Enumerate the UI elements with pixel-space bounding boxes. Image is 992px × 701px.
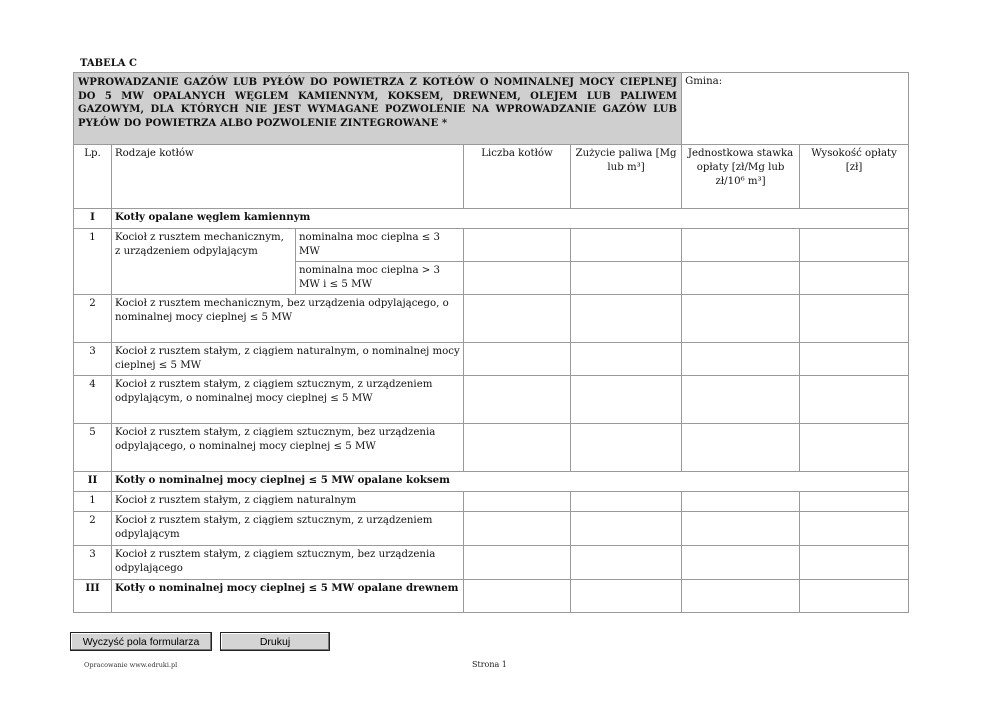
input-zuzycie[interactable]	[571, 492, 682, 512]
input-wysokosc[interactable]	[800, 424, 909, 472]
section-number: III	[74, 580, 112, 613]
input-liczba[interactable]	[464, 376, 571, 424]
input-liczba[interactable]	[464, 229, 571, 262]
input-zuzycie[interactable]	[571, 546, 682, 580]
gmina-field[interactable]	[682, 73, 909, 145]
input-zuzycie[interactable]	[571, 512, 682, 546]
row-desc: Kocioł z rusztem stałym, z ciągiem sztucznym, z urządzeniem odpylającym, o nominalnej mocy cieplnej ≤ 5 MW	[112, 376, 464, 424]
input-zuzycie[interactable]	[571, 295, 682, 343]
row-lp: 5	[74, 424, 112, 472]
input-stawka[interactable]	[682, 376, 800, 424]
input-wysokosc[interactable]	[800, 546, 909, 580]
row-lp: 3	[74, 343, 112, 376]
section-title: Kotły o nominalnej mocy cieplnej ≤ 5 MW opalane drewnem	[112, 580, 464, 613]
clear-form-button[interactable]: Wyczyść pola formularza	[70, 632, 212, 651]
col-wysokosc: Wysokość opłaty [zł]	[800, 145, 909, 209]
input-stawka[interactable]	[682, 262, 800, 295]
col-rodzaje: Rodzaje kotłów	[112, 145, 464, 209]
input-liczba[interactable]	[464, 546, 571, 580]
input-liczba[interactable]	[464, 580, 571, 613]
input-wysokosc[interactable]	[800, 295, 909, 343]
input-wysokosc[interactable]	[800, 262, 909, 295]
print-button[interactable]: Drukuj	[220, 632, 330, 651]
col-zuzycie: Zużycie paliwa [Mg lub m³]	[571, 145, 682, 209]
input-liczba[interactable]	[464, 343, 571, 376]
input-stawka[interactable]	[682, 295, 800, 343]
input-stawka[interactable]	[682, 512, 800, 546]
input-liczba[interactable]	[464, 262, 571, 295]
col-lp: Lp.	[74, 145, 112, 209]
input-zuzycie[interactable]	[571, 343, 682, 376]
input-stawka[interactable]	[682, 343, 800, 376]
row-lp: 1	[74, 492, 112, 512]
input-zuzycie[interactable]	[571, 376, 682, 424]
form-buttons	[70, 632, 330, 651]
input-zuzycie[interactable]	[571, 580, 682, 613]
row-lp: 2	[74, 512, 112, 546]
input-wysokosc[interactable]	[800, 492, 909, 512]
input-zuzycie[interactable]	[571, 262, 682, 295]
input-zuzycie[interactable]	[571, 229, 682, 262]
row-lp: 2	[74, 295, 112, 343]
input-wysokosc[interactable]	[800, 512, 909, 546]
row-desc: Kocioł z rusztem stałym, z ciągiem sztucznym, z urządzeniem odpylającym	[112, 512, 464, 546]
col-liczba: Liczba kotłów	[464, 145, 571, 209]
section-title: Kotły o nominalnej mocy cieplnej ≤ 5 MW opalane koksem	[112, 472, 909, 492]
row-lp: 3	[74, 546, 112, 580]
row-desc: Kocioł z rusztem stałym, z ciągiem sztucznym, bez urządzenia odpylającego, o nominalnej mocy cieplnej ≤ 5 MW	[112, 424, 464, 472]
input-stawka[interactable]	[682, 229, 800, 262]
input-zuzycie[interactable]	[571, 424, 682, 472]
input-wysokosc[interactable]	[800, 343, 909, 376]
row-subdesc: nominalna moc cieplna ≤ 3 MW	[296, 229, 464, 262]
input-stawka[interactable]	[682, 424, 800, 472]
gmina-label: Gmina:	[685, 76, 723, 87]
row-desc: Kocioł z rusztem stałym, z ciągiem naturalnym	[112, 492, 464, 512]
fee-table	[73, 72, 909, 613]
table-label: TABELA C	[80, 58, 137, 69]
row-desc: Kocioł z rusztem stałym, z ciągiem sztucznym, bez urządzenia odpylającego	[112, 546, 464, 580]
table-title: WPROWADZANIE GAZÓW LUB PYŁÓW DO POWIETRZA Z KOTŁÓW O NOMINALNEJ MOCY CIEPLNEJ DO 5 MW OPALANYCH WĘGLEM KAMIENNYM, KOKSEM, DREWNEM, OLEJEM LUB PALIWEM GAZOWYM, DLA KTÓRYCH NIE JEST WYMAGANE POZWOLENIE NA WPROWADZANIE GAZÓW LUB PYŁÓW DO POWIETRZA ALBO POZWOLENIE ZINTEGROWANE *	[74, 73, 682, 145]
input-stawka[interactable]	[682, 492, 800, 512]
section-title: Kotły opalane węglem kamiennym	[112, 209, 909, 229]
input-liczba[interactable]	[464, 512, 571, 546]
col-stawka: Jednostkowa stawka opłaty [zł/Mg lub zł/10⁶ m³]	[682, 145, 800, 209]
row-lp: 1	[74, 229, 112, 295]
input-liczba[interactable]	[464, 424, 571, 472]
input-wysokosc[interactable]	[800, 229, 909, 262]
row-subdesc: nominalna moc cieplna > 3 MW i ≤ 5 MW	[296, 262, 464, 295]
page-number: Strona 1	[472, 660, 507, 669]
input-stawka[interactable]	[682, 546, 800, 580]
input-wysokosc[interactable]	[800, 580, 909, 613]
row-desc: Kocioł z rusztem mechanicznym, bez urządzenia odpylającego, o nominalnej mocy cieplnej ≤ 5 MW	[112, 295, 464, 343]
section-number: I	[74, 209, 112, 229]
section-number: II	[74, 472, 112, 492]
row-lp: 4	[74, 376, 112, 424]
input-stawka[interactable]	[682, 580, 800, 613]
input-liczba[interactable]	[464, 492, 571, 512]
input-liczba[interactable]	[464, 295, 571, 343]
row-desc: Kocioł z rusztem mechanicznym, z urządzeniem odpylającym	[112, 229, 296, 295]
footer-credit: Opracowanie www.edruki.pl	[84, 661, 178, 669]
row-desc: Kocioł z rusztem stałym, z ciągiem naturalnym, o nominalnej mocy cieplnej ≤ 5 MW	[112, 343, 464, 376]
input-wysokosc[interactable]	[800, 376, 909, 424]
